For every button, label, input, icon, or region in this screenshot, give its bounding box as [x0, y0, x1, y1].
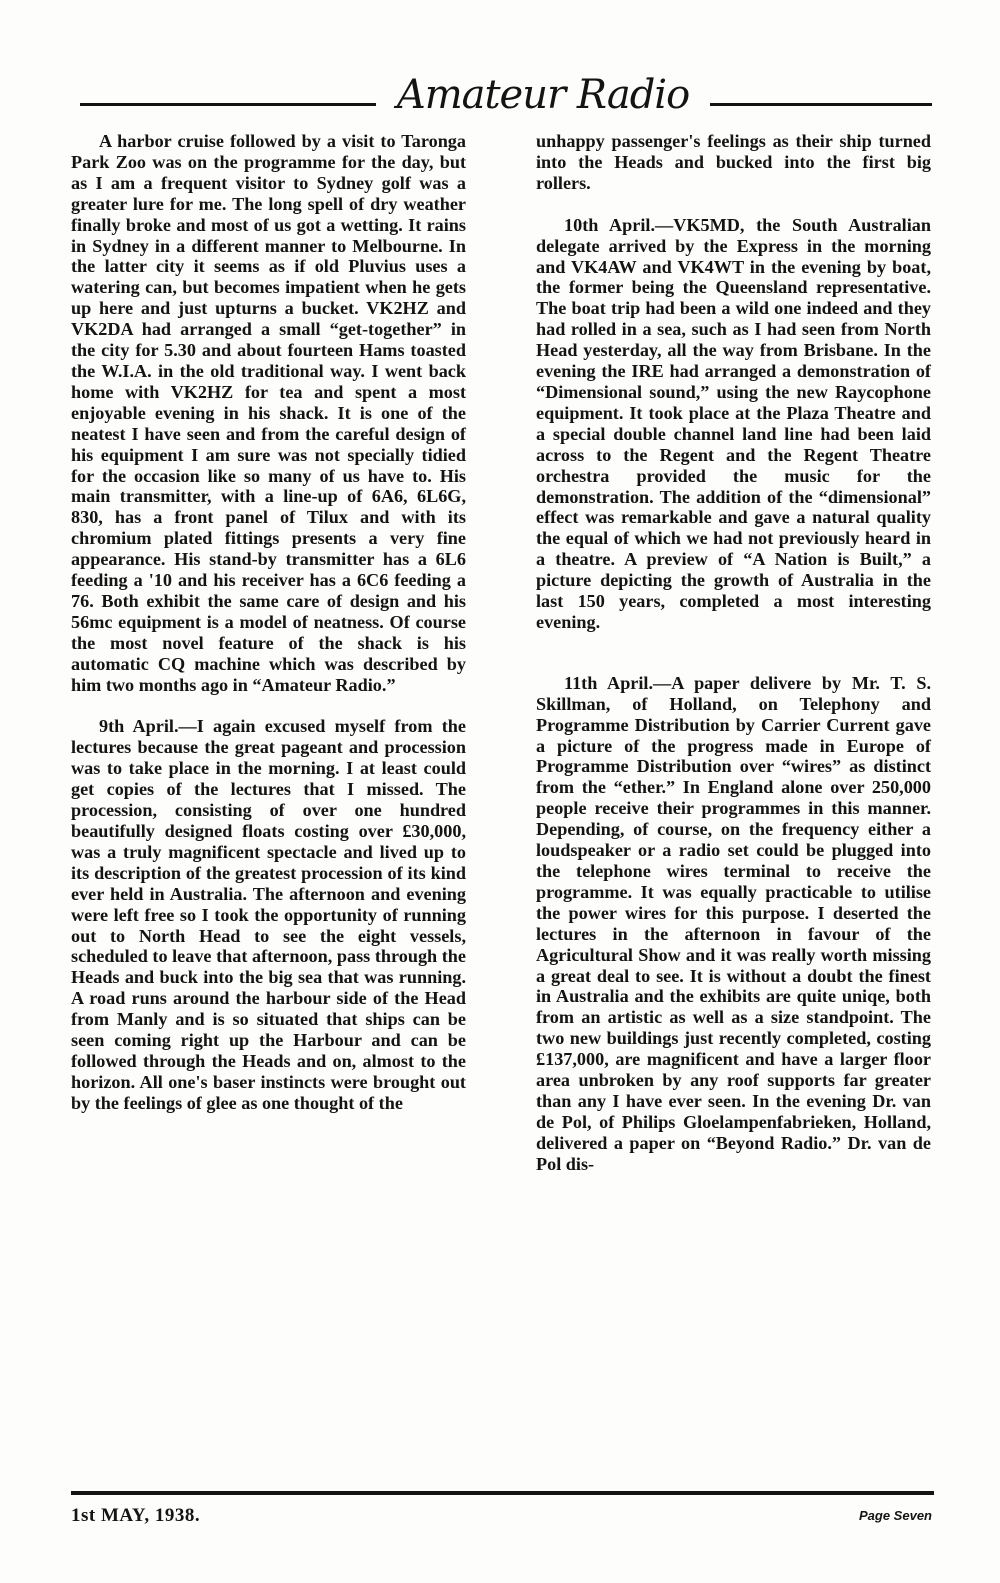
right-column [536, 131, 931, 1175]
masthead-rule-right [710, 103, 932, 106]
date-heading: 11th April. [564, 672, 654, 693]
date-heading: 10th April. [564, 214, 655, 235]
paragraph-harbor-cruise: A harbor cruise followed by a visit to Taronga Park Zoo was on the programme for the day, but as I am a frequent visitor to Sydney golf was a greater lure for me. The long spell of dry weather finally broke and most of us got a wetting. It rains in Sydney in a different manner to Melbourne. In the latter city it seems as if old Pluvius uses a watering can, but becomes impatient when he gets up here and just upturns a bucket. VK2HZ and VK2DA had arranged a small “get-together” in the city for 5.30 and about fourteen Hams toasted the W.I.A. in the old traditional way. I went back home with VK2HZ for tea and spent a most enjoyable evening in his shack. It is one of the neatest I have seen and from the careful design of his equipment I am sure was not specially tidied for the occasion like so many of us have to. His main transmitter, with a line-up of 6A6, 6L6G, 830, has a front panel of Tilux and with its chromium plated fittings presents a very fine appearance. His stand-by transmitter has a 6L6 feeding a '10 and his receiver has a 6C6 feeding a 76. Both exhibit the same care of design and his 56mc equipment is a model of neatness. Of course the most novel feature of the shack is his automatic CQ machine which was described by him two months ago in “Amateur Radio.” [71, 131, 466, 695]
paragraph-11th-april [536, 673, 931, 1175]
paragraph-continuation: unhappy passenger's feelings as their ship turned into the Heads and bucked into the first big rollers. [536, 131, 931, 193]
date-heading: 9th April. [99, 716, 179, 737]
paragraph-body: —VK5MD, the South Australian delegate arrived by the Express in the morning and VK4AW and VK4WT in the evening by boat, the former being the Queensland representative. The boat trip had been a wild one indeed and they had rolled in a sea, such as I had seen from North Head yesterday, all the way from Brisbane. In the evening the IRE had arranged a demonstration of “Dimensional sound,” using the new Raycophone equipment. It took place at the Plaza Theatre and a special double channel land line had been laid across to the Regent and the Regent Theatre orchestra provided the music for the demonstration. The addition of the “dimensional” effect was remarkable and gave a natural quality the equal of which we had not previously heard in a theatre. A preview of “A Nation is Built,” a picture depicting the growth of Australia in the last 150 years, completed a most interesting evening. [536, 214, 931, 632]
page-number: Page Seven [859, 1508, 932, 1523]
paragraph-9th-april [71, 716, 466, 1113]
paragraph-body: —I again excused myself from the lectures because the great pageant and procession was to take place in the morning. I at least could get copies of the lectures that I missed. The procession, consisting of over one hundred beautifully designed floats costing over £30,000, was a truly magnificent spectacle and lived up to its description of the greatest procession of its kind ever held in Australia. The afternoon and evening were left free so I took the opportunity of running out to North Head to see the eight vessels, scheduled to leave that afternoon, pass through the Heads and buck into the big sea that was running. A road runs around the harbour side of the Head from Manly and is so situated that ships can be seen coming right up the Harbour and can be followed through the Heads and on, almost to the horizon. All one's baser instincts were brought out by the feelings of glee as one thought of the [71, 716, 466, 1113]
paragraph-body: —A paper delivere by Mr. T. S. Skillman, of Holland, on Telephony and Programme Distribution by Carrier Current gave a picture of the progress made in Europe of Programme Distribution over “wires” as distinct from the “ether.” In England alone over 250,000 people receive their programmes in this manner. Depending, of course, on the frequency either a loudspeaker or a radio set could be plugged into the telephone wires terminal to receive the programme. It was equally practicable to utilise the power wires for this purpose. I deserted the lectures in the afternoon in favour of the Agricultural Show and it was really worth missing a great deal to see. It is without a doubt the finest in Australia and the exhibits are quite uniqe, both from an artistic as well as a size standpoint. The two new buildings just recently completed, costing £137,000, are magnificent and have a larger floor area unbroken by any roof supports far greater than any I have ever seen. In the evening Dr. van de Pol, of Philips Gloelampenfabrieken, Holland, delivered a paper on “Beyond Radio.” Dr. van de Pol dis- [536, 672, 932, 1174]
masthead [80, 70, 940, 120]
masthead-rule-left [80, 103, 376, 106]
issue-date: 1st MAY, 1938. [71, 1505, 201, 1526]
publication-title: Amateur Radio [396, 72, 690, 118]
footer-rule [71, 1491, 934, 1495]
paragraph-10th-april [536, 215, 931, 633]
left-column [71, 131, 466, 1114]
